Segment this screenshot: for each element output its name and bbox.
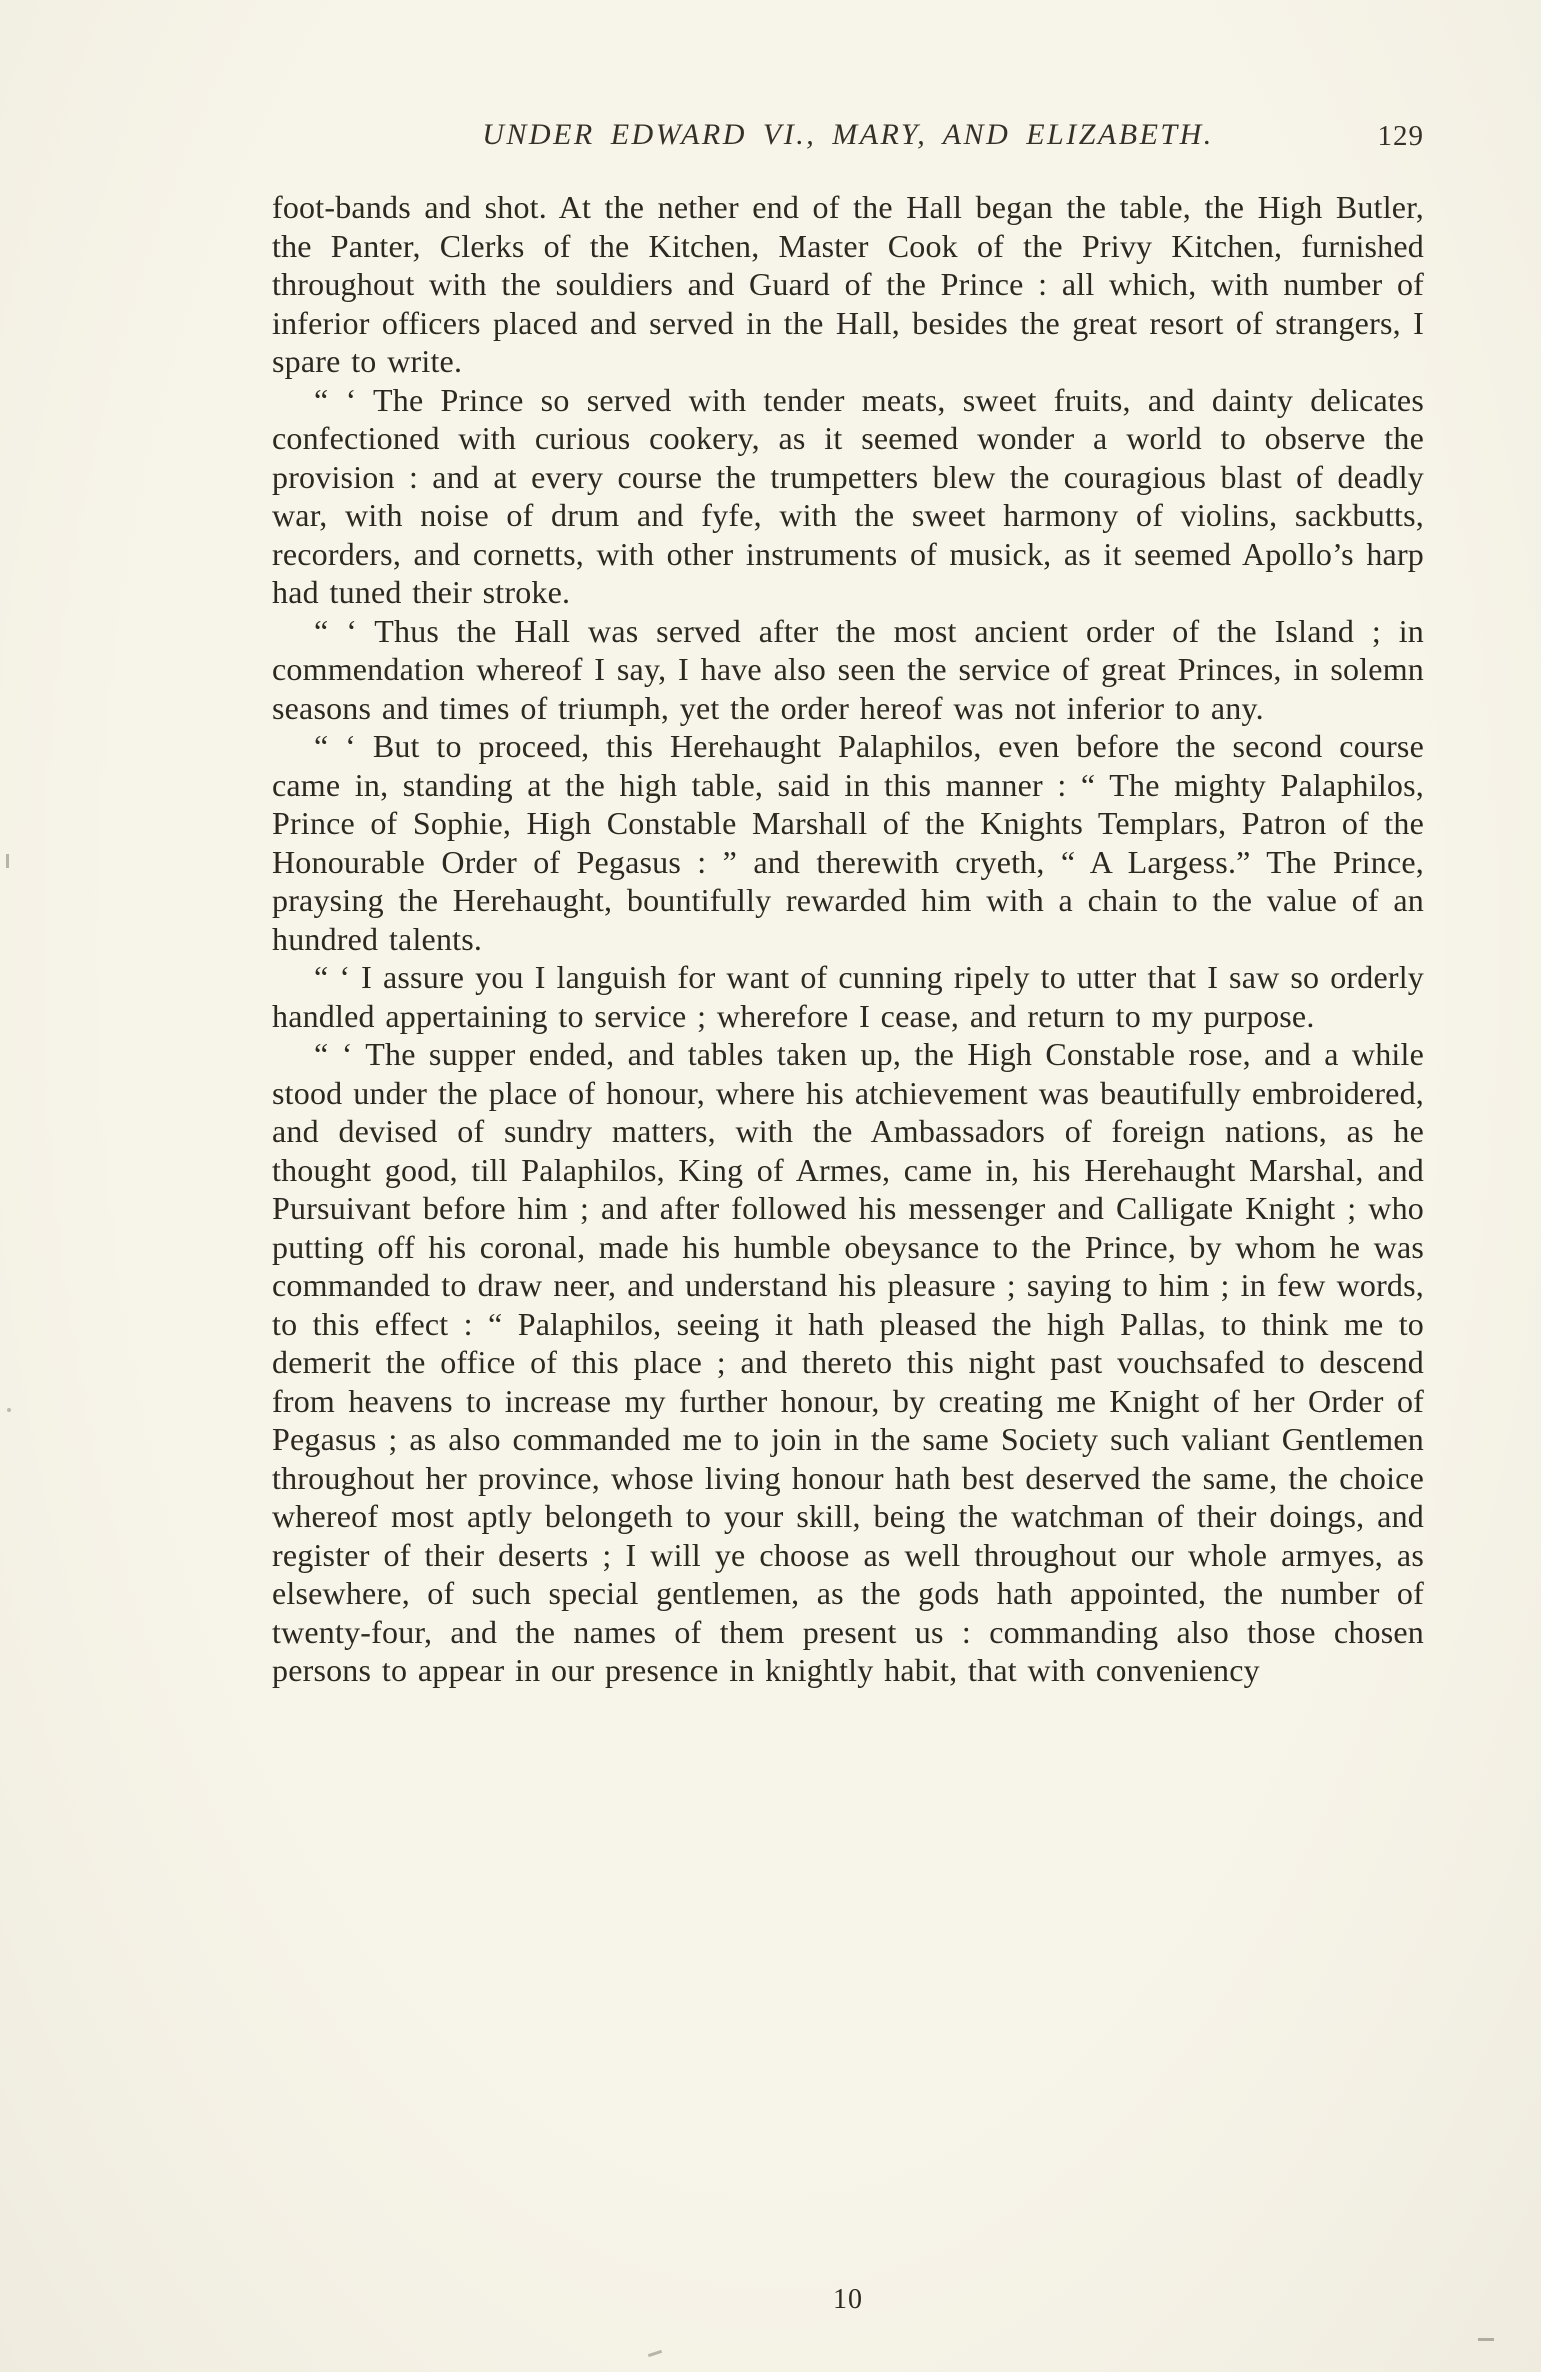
paragraph: “ ‘ But to proceed, this Herehaught Palaphilos, even before the second course came in, standing at the high table, said in this manner : “ The mighty Palaphilos, Prince of Sophie, High Constable Marshall of the Knights Templars, Patron of the Honourable Order of Pegasus : ” and therewith cryeth, “ A Largess.” The Prince, praysing the Herehaught, bountifully rewarded him with a chain to the value of an hundred talents. — [272, 728, 1424, 957]
scan-artifact — [7, 1408, 11, 1412]
paragraph: “ ‘ The Prince so served with tender meats, sweet fruits, and dainty delicates confectioned with curious cookery, as it seemed wonder a world to observe the provision : and at every course the trumpetters blew the couragious blast of deadly war, with noise of drum and fyfe, with the sweet harmony of violins, sackbutts, recorders, and cornetts, with other instruments of musick, as it seemed Apollo’s harp had tuned their stroke. — [272, 381, 1424, 610]
paragraph: “ ‘ Thus the Hall was served after the most ancient order of the Island ; in commendation whereof I say, I have also seen the service of great Princes, in solemn seasons and times of triumph, yet the order hereof was not inferior to any. — [272, 612, 1424, 726]
text-column — [272, 118, 1424, 1690]
body-text — [272, 188, 1424, 1690]
paragraph: “ ‘ The supper ended, and tables taken up, the High Constable rose, and a while stood under the place of honour, where his atchievement was beautifully embroidered, and devised of sundry matters, with the Ambassadors of foreign nations, as he thought good, till Palaphilos, King of Armes, came in, his Herehaught Marshal, and Pursuivant before him ; and after followed his messenger and Calligate Knight ; who putting off his coronal, made his humble obeysance to the Prince, by whom he was commanded to draw neer, and understand his pleasure ; saying to him ; in few words, to this effect : “ Palaphilos, seeing it hath pleased the high Pallas, to think me to demerit the office of this place ; and thereto this night past vouchsafed to descend from heavens to increase my further honour, by creating me Knight of her Order of Pegasus ; as also commanded me to join in the same Society such valiant Gentlemen throughout her province, whose living honour hath best deserved the same, the choice whereof most aptly belongeth to your skill, being the watchman of their doings, and register of their deserts ; I will ye choose as well throughout our whole armyes, as elsewhere, of such special gentlemen, as the gods hath appointed, the number of twenty-four, and the names of them present us : commanding also those chosen persons to appear in our presence in knightly habit, that with conveniency — [272, 1036, 1424, 1688]
paragraph-continuation: foot-bands and shot. At the nether end of the Hall began the table, the High Butler, the Panter, Clerks of the Kitchen, Master Cook of the Privy Kitchen, furnished throughout with the souldiers and Guard of the Prince : all which, with number of inferior officers placed and served in the Hall, besides the great resort of strangers, I spare to write. — [272, 189, 1424, 379]
scan-artifact — [6, 854, 9, 868]
page-number: 129 — [1377, 120, 1424, 152]
scan-artifact — [648, 2350, 662, 2357]
running-header — [272, 118, 1424, 162]
paragraph: “ ‘ I assure you I languish for want of cunning ripely to utter that I saw so orderly handled appertaining to service ; wherefore I cease, and return to my purpose. — [272, 959, 1424, 1034]
running-header-title: UNDER EDWARD VI., MARY, AND ELIZABETH. — [482, 118, 1214, 151]
scan-artifact — [1478, 2338, 1494, 2341]
signature-mark: 10 — [833, 2284, 863, 2315]
